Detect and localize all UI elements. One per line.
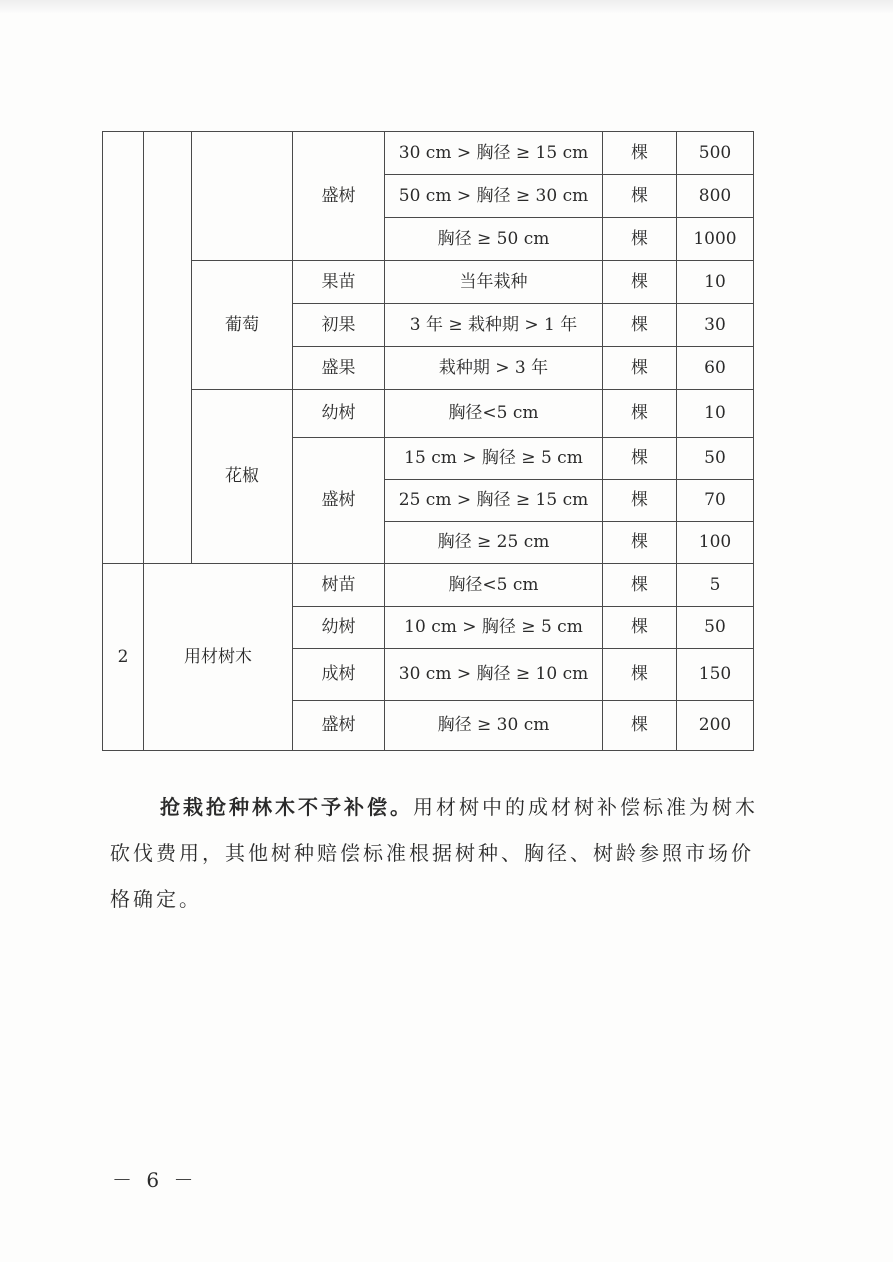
- note-text: 用材树中的成材树补偿标准为树木砍伐费用，其他树种赔偿标准根据树种、胸径、树龄参照市场价格确定。: [110, 795, 758, 911]
- species-cell-pepper: 花椒: [192, 390, 293, 564]
- category-cell: 用材树木: [144, 564, 293, 751]
- stage-cell: 盛树: [293, 701, 385, 751]
- spec-cell: 10 cm > 胸径 ≥ 5 cm: [385, 607, 603, 649]
- price-cell: 5: [677, 564, 754, 607]
- table-row: [103, 564, 754, 607]
- price-cell: 800: [677, 175, 754, 218]
- unit-cell: 棵: [603, 607, 677, 649]
- note-paragraph: [110, 784, 760, 922]
- price-cell: 70: [677, 480, 754, 522]
- price-cell: 1000: [677, 218, 754, 261]
- price-cell: 150: [677, 649, 754, 701]
- index-cell: 2: [103, 564, 144, 751]
- spec-cell: 胸径<5 cm: [385, 390, 603, 438]
- unit-cell: 棵: [603, 649, 677, 701]
- stage-cell: 成树: [293, 649, 385, 701]
- spec-cell: 胸径 ≥ 25 cm: [385, 522, 603, 564]
- stage-cell: 盛树: [293, 438, 385, 564]
- stage-cell: 幼树: [293, 390, 385, 438]
- spec-cell: 30 cm > 胸径 ≥ 10 cm: [385, 649, 603, 701]
- page-number: － 6 －: [112, 1168, 198, 1192]
- unit-cell: 棵: [603, 218, 677, 261]
- price-cell: 60: [677, 347, 754, 390]
- index-cell-blank: [103, 132, 144, 564]
- spec-cell: 栽种期 > 3 年: [385, 347, 603, 390]
- spec-cell: 50 cm > 胸径 ≥ 30 cm: [385, 175, 603, 218]
- price-cell: 10: [677, 261, 754, 304]
- price-cell: 10: [677, 390, 754, 438]
- species-cell-blank: [192, 132, 293, 261]
- unit-cell: 棵: [603, 564, 677, 607]
- table-row: [103, 390, 754, 438]
- price-cell: 50: [677, 607, 754, 649]
- stage-cell: 果苗: [293, 261, 385, 304]
- stage-cell: 树苗: [293, 564, 385, 607]
- price-cell: 30: [677, 304, 754, 347]
- stage-cell: 初果: [293, 304, 385, 347]
- scan-edge: [0, 0, 893, 14]
- category-cell-blank: [144, 132, 192, 564]
- spec-cell: 3 年 ≥ 栽种期 > 1 年: [385, 304, 603, 347]
- stage-cell: 幼树: [293, 607, 385, 649]
- spec-cell: 当年栽种: [385, 261, 603, 304]
- unit-cell: 棵: [603, 132, 677, 175]
- unit-cell: 棵: [603, 304, 677, 347]
- unit-cell: 棵: [603, 347, 677, 390]
- stage-cell: 盛果: [293, 347, 385, 390]
- table-row: [103, 261, 754, 304]
- note-bold: 抢栽抢种林木不予补偿。: [160, 795, 413, 819]
- unit-cell: 棵: [603, 438, 677, 480]
- unit-cell: 棵: [603, 175, 677, 218]
- unit-cell: 棵: [603, 480, 677, 522]
- price-cell: 500: [677, 132, 754, 175]
- table-row: [103, 132, 754, 175]
- price-cell: 50: [677, 438, 754, 480]
- spec-cell: 胸径 ≥ 30 cm: [385, 701, 603, 751]
- unit-cell: 棵: [603, 390, 677, 438]
- spec-cell: 25 cm > 胸径 ≥ 15 cm: [385, 480, 603, 522]
- spec-cell: 15 cm > 胸径 ≥ 5 cm: [385, 438, 603, 480]
- spec-cell: 30 cm > 胸径 ≥ 15 cm: [385, 132, 603, 175]
- unit-cell: 棵: [603, 701, 677, 751]
- price-cell: 200: [677, 701, 754, 751]
- spec-cell: 胸径 ≥ 50 cm: [385, 218, 603, 261]
- spec-cell: 胸径<5 cm: [385, 564, 603, 607]
- stage-cell: 盛树: [293, 132, 385, 261]
- unit-cell: 棵: [603, 261, 677, 304]
- price-cell: 100: [677, 522, 754, 564]
- compensation-table: [102, 131, 754, 751]
- unit-cell: 棵: [603, 522, 677, 564]
- species-cell-grape: 葡萄: [192, 261, 293, 390]
